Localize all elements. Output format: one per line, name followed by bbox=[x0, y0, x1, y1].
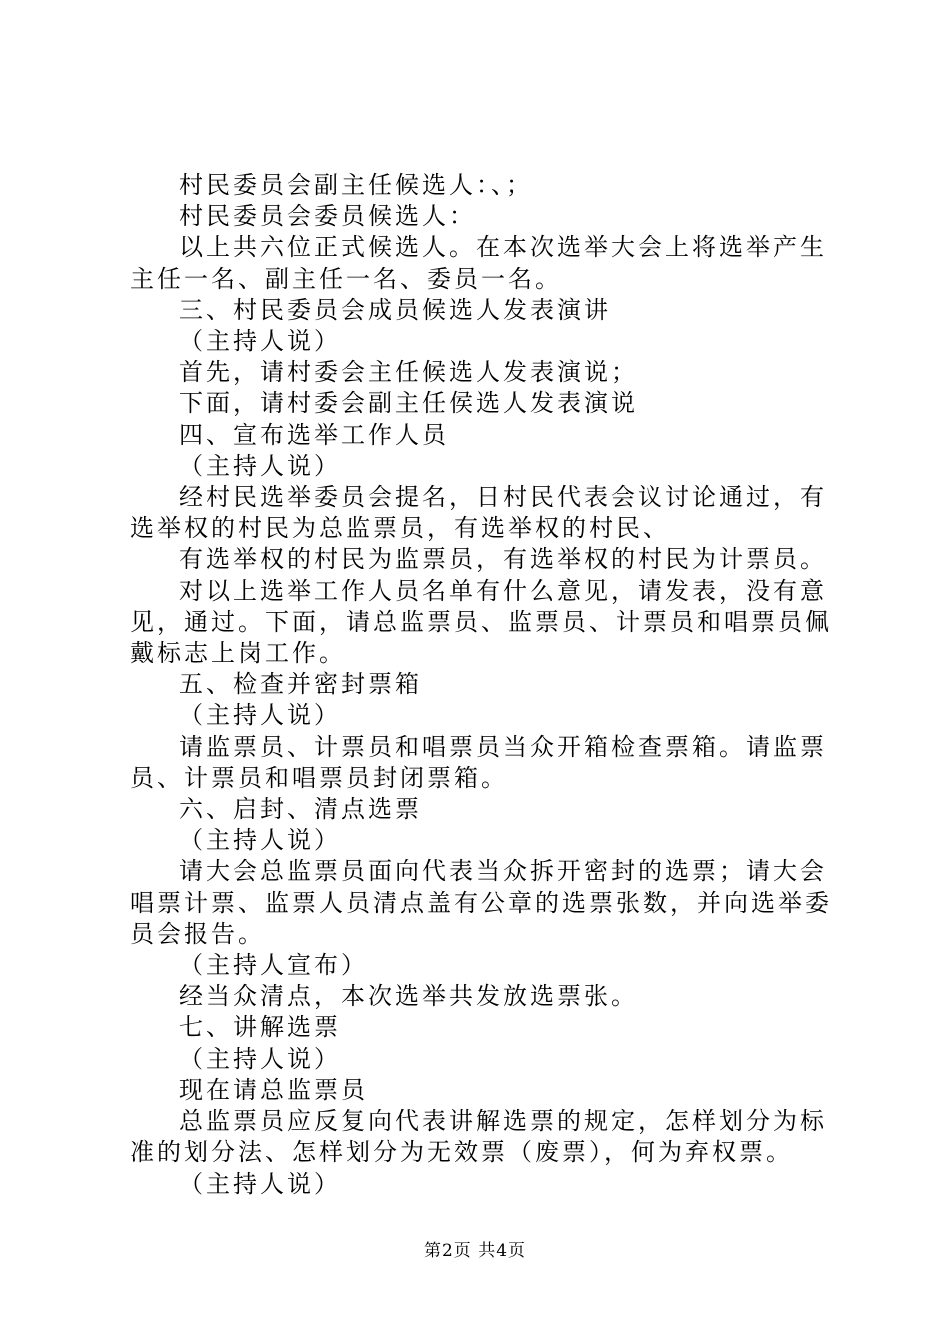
paragraph: 对以上选举工作人员名单有什么意见，请发表，没有意见，通过。下面，请总监票员、监票员、计票员和唱票员佩戴标志上岗工作。 bbox=[130, 576, 832, 668]
paragraph: 村民委员会副主任候选人：、； bbox=[179, 171, 533, 199]
paragraph: 以上共六位正式候选人。在本次选举大会上将选举产生主任一名、副主任一名、委员一名。 bbox=[130, 233, 827, 293]
section-heading: 六、启封、清点选票 bbox=[179, 795, 422, 824]
paragraph: 现在请总监票员 bbox=[179, 1075, 368, 1104]
host-note: （主持人说） bbox=[179, 1169, 341, 1198]
section-heading: 七、讲解选票 bbox=[179, 1013, 341, 1042]
paragraph: 下面，请村委会副主任侯选人发表演说 bbox=[179, 389, 638, 418]
host-note: （主持人说） bbox=[179, 451, 341, 480]
paragraph: 总监票员应反复向代表讲解选票的规定，怎样划分为标准的划分法、怎样划分为无效票（废票），何为弃权票。 bbox=[130, 1107, 827, 1167]
paragraph: 有选举权的村民为监票员，有选举权的村民为计票员。 bbox=[179, 545, 827, 574]
page-footer: 第2页 共4页 bbox=[423, 1241, 527, 1261]
section-heading: 四、宣布选举工作人员 bbox=[179, 420, 449, 449]
paragraph: 经村民选举委员会提名，日村民代表会议讨论通过，有选举权的村民为总监票员，有选举权的村民、 bbox=[130, 483, 827, 543]
section-heading: 三、村民委员会成员候选人发表演讲 bbox=[179, 295, 611, 324]
host-note: （主持人说） bbox=[179, 327, 341, 356]
document-body bbox=[130, 170, 840, 1200]
paragraph: 村民委员会委员候选人： bbox=[179, 202, 476, 231]
section-heading: 五、检查并密封票箱 bbox=[179, 670, 422, 699]
host-note: （主持人说） bbox=[179, 701, 341, 730]
host-note: （主持人说） bbox=[179, 1044, 341, 1073]
paragraph: 经当众清点，本次选举共发放选票张。 bbox=[179, 982, 638, 1011]
paragraph: 首先，请村委会主任候选人发表演说； bbox=[179, 358, 638, 387]
paragraph: 请监票员、计票员和唱票员当众开箱检查票箱。请监票员、计票员和唱票员封闭票箱。 bbox=[130, 732, 827, 792]
host-note: （主持人宣布） bbox=[179, 951, 368, 980]
paragraph: 请大会总监票员面向代表当众拆开密封的选票；请大会唱票计票、监票人员清点盖有公章的选票张数，并向选举委员会报告。 bbox=[130, 857, 832, 948]
host-note: （主持人说） bbox=[179, 826, 341, 855]
